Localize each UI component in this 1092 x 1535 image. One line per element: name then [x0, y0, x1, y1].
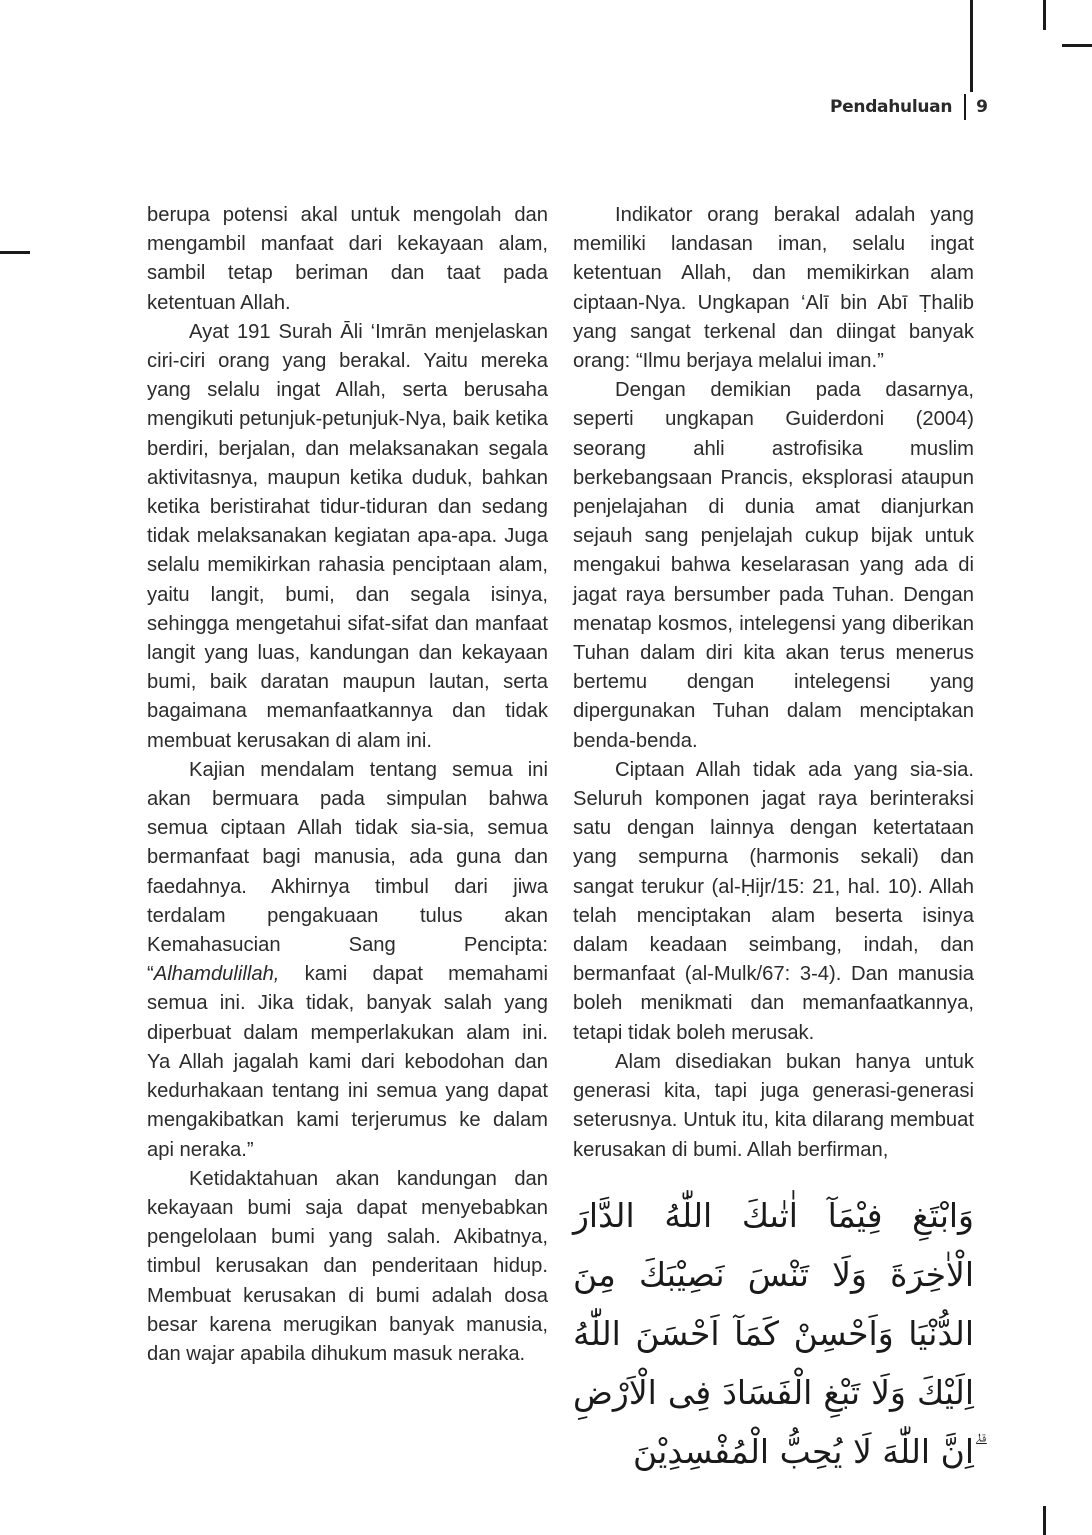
paragraph: Indikator orang berakal adalah yang memiliki landasan iman, selalu ingat ketentuan Allah, dan memikirkan alam ciptaan-Nya. Ungkapan ‘Alī bin Abī Ṭhalib yang sangat terkenal dan diingat banyak orang: “Ilmu berjaya melalui iman.” — [573, 204, 974, 373]
paragraph: Alam disediakan bukan hanya untuk generasi kita, tapi juga generasi-generasi seterusnya. Untuk itu, kita dilarang membuat kerusakan di bumi. Allah berfirman, — [573, 1050, 974, 1161]
paragraph: Ayat 191 Surah Āli ‘Imrān menjelaskan ciri-ciri orang yang berakal. Yaitu mereka yang selalu ingat Allah, serta berusaha mengikuti petunjuk-petunjuk-Nya, baik ketika berdiri, berjalan, dan melaksanakan segala aktivitasnya, maupun ketika duduk, bahkan ketika beristirahat tidur-tiduran dan sedang tidak melaksanakan kegiatan apa-apa. Juga selalu memikirkan rahasia penciptaan alam, yaitu langit, bumi, dan segala isinya, sehingga mengetahui sifat-sifat dan manfaat langit yang luas, kandungan dan kekayaan bumi, baik daratan maupun lautan, serta bagaimana memanfaatkannya dan tidak membuat kerusakan di alam ini. — [147, 320, 548, 752]
left-column — [147, 201, 548, 1369]
paragraph: Ciptaan Allah tidak ada yang sia-sia. Seluruh komponen jagat raya berinteraksi satu dengan lainnya dengan ketertataan yang sempurna (harmonis sekali) dan sangat terukur (al-Ḥijr/15: 21, hal. 10). Allah telah menciptakan alam beserta isinya dalam keadaan seimbang, indah, dan bermanfaat (al-Mulk/67: 3-4). Dan manusia boleh menikmati dan memanfaatkannya, tetapi tidak boleh merusak. — [573, 758, 974, 1044]
right-column — [573, 201, 974, 1165]
paragraph-text: Kajian mendalam tentang semua ini akan bermuara pada simpulan bahwa semua ciptaan Allah tidak sia-sia, semua bermanfaat bagi manusia, ada guna dan faedahnya. Akhirnya timbul dari jiwa terdalam pengakuaan tulus akan Kemahasucian Sang Pencipta: — [147, 758, 548, 957]
crop-mark-bottom-vertical — [1043, 1506, 1046, 1535]
chapter-title: Pendahuluan — [830, 97, 953, 117]
paragraph: berupa potensi akal untuk mengolah dan mengambil manfaat dari kekayaan alam, sambil tetap beriman dan taat pada ketentuan Allah. — [147, 204, 548, 314]
running-header — [830, 95, 988, 119]
quote-rest: kami dapat memahami semua ini. Jika tidak, banyak salah yang diperbuat dalam memperlakukan alam ini. Ya Allah jagalah kami dari kebodohan dan kedurhakaan tentang ini semua yang dapat mengakibatkan kami terjerumus ke dalam api neraka.” — [147, 963, 548, 1161]
quran-verse-arabic: وَابْتَغِ فِيْمَآ اٰتٰىكَ اللّٰهُ الدَّارَ الْاٰخِرَةَ وَلَا تَنْسَ نَصِيْبَكَ مِنَ الدُّنْيَا وَاَحْسِنْ كَمَآ اَحْسَنَ اللّٰهُ اِلَيْكَ وَلَا تَبْغِ الْفَسَادَ فِى الْاَرْضِ ۗاِنَّ اللّٰهَ لَا يُحِبُّ الْمُفْسِدِيْنَ — [573, 1196, 974, 1471]
paragraph — [147, 756, 548, 1165]
paragraph: Dengan demikian pada dasarnya, seperti ungkapan Guiderdoni (2004) seorang ahli astrofisika muslim berkebangsaan Prancis, eksplorasi ataupun penjelajahan di dunia amat dianjurkan sejauh sang penjelajah cukup bijak untuk mengakui bahwa keselarasan yang ada di jagat raya bersumber pada Tuhan. Dengan menatap kosmos, intelegensi yang diberikan Tuhan dalam diri kita akan terus menerus bertemu dengan intelegensi yang dipergunakan Tuhan dalam menciptakan benda-benda. — [573, 379, 974, 752]
crop-mark-top-vertical-1 — [970, 0, 973, 92]
crop-mark-left-horizontal — [0, 251, 30, 254]
crop-mark-top-horizontal — [1062, 44, 1092, 47]
paragraph: Ketidaktahuan akan kandungan dan kekayaan bumi saja dapat menyebabkan pengelolaan bumi yang salah. Akibatnya, timbul kerusakan dan penderitaan hidup. Membuat kerusakan di bumi adalah dosa besar karena merugikan banyak manusia, dan wajar apabila dihukum masuk neraka. — [147, 1167, 548, 1365]
header-separator — [964, 94, 966, 120]
quote-italic: Alhamdulillah, — [153, 963, 280, 986]
page-number: 9 — [976, 97, 988, 117]
quote-open: “ — [147, 963, 154, 986]
crop-mark-top-vertical-2 — [1043, 0, 1046, 30]
